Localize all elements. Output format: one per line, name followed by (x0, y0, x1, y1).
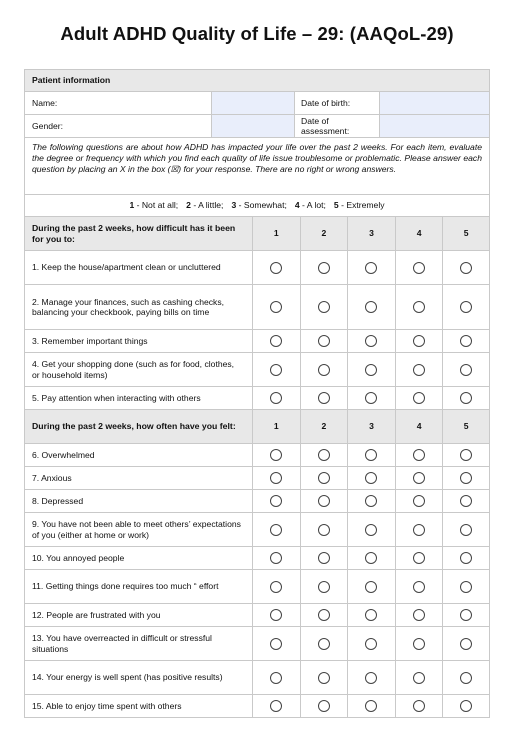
option-cell (442, 547, 490, 569)
option-cell (300, 444, 348, 466)
radio-option-4[interactable] (413, 638, 425, 650)
radio-option-5[interactable] (460, 301, 472, 313)
name-label: Name: (24, 92, 211, 114)
radio-option-4[interactable] (413, 262, 425, 274)
radio-option-4[interactable] (413, 449, 425, 461)
question-text: 8. Depressed (24, 490, 252, 512)
radio-option-2[interactable] (318, 392, 330, 404)
radio-option-5[interactable] (460, 495, 472, 507)
radio-option-5[interactable] (460, 552, 472, 564)
radio-option-4[interactable] (413, 364, 425, 376)
scale-legend-row (24, 195, 490, 217)
option-cell (300, 570, 348, 603)
question-text: 4. Get your shopping done (such as for food, clothes, or household items) (24, 353, 252, 386)
option-cell (442, 695, 490, 717)
scale-text: - Extremely (338, 200, 385, 211)
option-cell (252, 490, 300, 512)
option-cell (252, 467, 300, 489)
question-text: 3. Remember important things (24, 330, 252, 352)
page-title: Adult ADHD Quality of Life – 29: (AAQoL-29) (60, 23, 454, 44)
option-cell (395, 513, 443, 546)
option-cell (347, 353, 395, 386)
question-text: 14. Your energy is well spent (has positive results) (24, 661, 252, 694)
radio-option-1[interactable] (270, 364, 282, 376)
radio-option-3[interactable] (365, 495, 377, 507)
option-cell (347, 661, 395, 694)
patient-info-row-1 (24, 92, 490, 115)
option-cell (300, 604, 348, 626)
question-text: 10. You annoyed people (24, 547, 252, 569)
scale-item (129, 200, 178, 211)
option-label-5: 5 (442, 410, 490, 443)
option-cell (442, 490, 490, 512)
option-cell (395, 353, 443, 386)
radio-option-2[interactable] (318, 700, 330, 712)
option-cell (300, 387, 348, 409)
radio-option-3[interactable] (365, 638, 377, 650)
scale-text: - Not at all; (134, 200, 179, 211)
radio-option-4[interactable] (413, 552, 425, 564)
radio-option-2[interactable] (318, 449, 330, 461)
question-row (24, 604, 490, 627)
radio-option-1[interactable] (270, 472, 282, 484)
question-text: 7. Anxious (24, 467, 252, 489)
option-cell (300, 251, 348, 284)
patient-info-header-row (24, 70, 490, 92)
option-cell (347, 547, 395, 569)
option-label-2: 2 (300, 410, 348, 443)
radio-option-1[interactable] (270, 552, 282, 564)
date-of-birth-label: Date of birth: (294, 92, 379, 114)
question-row (24, 467, 490, 490)
question-text: 5. Pay attention when interacting with others (24, 387, 252, 409)
radio-option-3[interactable] (365, 672, 377, 684)
option-cell (300, 627, 348, 660)
option-cell (252, 444, 300, 466)
radio-option-2[interactable] (318, 524, 330, 536)
radio-option-2[interactable] (318, 262, 330, 274)
option-cell (347, 604, 395, 626)
option-cell (252, 285, 300, 329)
option-cell (347, 251, 395, 284)
radio-option-5[interactable] (460, 609, 472, 621)
radio-option-1[interactable] (270, 581, 282, 593)
scale-item (334, 200, 385, 211)
radio-option-4[interactable] (413, 581, 425, 593)
radio-option-2[interactable] (318, 609, 330, 621)
option-cell (442, 661, 490, 694)
scale-item (231, 200, 286, 211)
option-cell (442, 570, 490, 603)
questions-container (24, 217, 490, 718)
radio-option-2[interactable] (318, 472, 330, 484)
option-cell (252, 604, 300, 626)
option-cell (252, 627, 300, 660)
option-cell (442, 330, 490, 352)
patient-info-row-2 (24, 115, 490, 138)
radio-option-5[interactable] (460, 524, 472, 536)
option-cell (347, 513, 395, 546)
option-cell (252, 570, 300, 603)
option-cell (347, 695, 395, 717)
option-cell (395, 604, 443, 626)
option-cell (347, 387, 395, 409)
radio-option-4[interactable] (413, 609, 425, 621)
question-row (24, 251, 490, 285)
radio-option-1[interactable] (270, 449, 282, 461)
radio-option-3[interactable] (365, 364, 377, 376)
radio-option-5[interactable] (460, 472, 472, 484)
radio-option-3[interactable] (365, 392, 377, 404)
radio-option-5[interactable] (460, 700, 472, 712)
option-cell (252, 330, 300, 352)
radio-option-2[interactable] (318, 301, 330, 313)
option-cell (252, 547, 300, 569)
radio-option-4[interactable] (413, 472, 425, 484)
question-text: 12. People are frustrated with you (24, 604, 252, 626)
radio-option-5[interactable] (460, 672, 472, 684)
radio-option-1[interactable] (270, 638, 282, 650)
option-cell (347, 570, 395, 603)
question-row (24, 695, 490, 718)
option-cell (442, 251, 490, 284)
radio-option-1[interactable] (270, 495, 282, 507)
scale-number: 4 (294, 200, 300, 211)
scale-number: 2 (186, 200, 191, 211)
gender-field[interactable] (211, 115, 294, 137)
scale-item (186, 200, 223, 211)
radio-option-5[interactable] (460, 392, 472, 404)
option-cell (395, 330, 443, 352)
radio-option-3[interactable] (365, 524, 377, 536)
question-text: 13. You have overreacted in difficult or stressful situations (24, 627, 252, 660)
option-cell (395, 251, 443, 284)
scale-text: - A little; (190, 200, 224, 211)
radio-option-1[interactable] (270, 700, 282, 712)
option-cell (300, 330, 348, 352)
radio-option-4[interactable] (413, 335, 425, 347)
radio-option-2[interactable] (318, 552, 330, 564)
option-cell (395, 285, 443, 329)
question-row (24, 627, 490, 661)
radio-option-5[interactable] (460, 449, 472, 461)
scale-text: - A lot; (299, 200, 326, 211)
question-text: 11. Getting things done requires too much “ effort (24, 570, 252, 603)
section-header-row (24, 217, 490, 251)
option-cell (347, 330, 395, 352)
date-of-assessment-field[interactable] (379, 115, 490, 137)
radio-option-3[interactable] (365, 700, 377, 712)
option-cell (300, 513, 348, 546)
question-row (24, 547, 490, 570)
radio-option-3[interactable] (365, 472, 377, 484)
date-of-birth-field[interactable] (379, 92, 490, 114)
option-cell (347, 444, 395, 466)
option-cell (347, 490, 395, 512)
question-row (24, 387, 490, 410)
question-row (24, 661, 490, 695)
radio-option-3[interactable] (365, 449, 377, 461)
option-cell (252, 513, 300, 546)
radio-option-4[interactable] (413, 495, 425, 507)
radio-option-3[interactable] (365, 301, 377, 313)
radio-option-2[interactable] (318, 672, 330, 684)
radio-option-2[interactable] (318, 638, 330, 650)
option-cell (252, 387, 300, 409)
radio-option-2[interactable] (318, 495, 330, 507)
option-cell (395, 627, 443, 660)
radio-option-3[interactable] (365, 552, 377, 564)
radio-option-3[interactable] (365, 262, 377, 274)
option-cell (300, 661, 348, 694)
radio-option-3[interactable] (365, 335, 377, 347)
option-cell (347, 627, 395, 660)
option-label-4: 4 (395, 217, 443, 250)
questionnaire-form (24, 69, 490, 718)
scale-item (295, 200, 326, 211)
question-row (24, 490, 490, 513)
radio-option-5[interactable] (460, 364, 472, 376)
question-row (24, 353, 490, 387)
option-cell (442, 627, 490, 660)
section-heading: During the past 2 weeks, how often have you felt: (24, 410, 252, 443)
radio-option-5[interactable] (460, 581, 472, 593)
radio-option-4[interactable] (413, 392, 425, 404)
radio-option-1[interactable] (270, 392, 282, 404)
option-label-1: 1 (252, 217, 300, 250)
option-cell (395, 387, 443, 409)
section-heading: During the past 2 weeks, how difficult has it been for you to: (24, 217, 252, 250)
scale-legend (24, 195, 490, 216)
gender-label: Gender: (24, 115, 211, 137)
option-label-2: 2 (300, 217, 348, 250)
option-cell (347, 467, 395, 489)
radio-option-1[interactable] (270, 524, 282, 536)
section-header-row (24, 410, 490, 444)
question-text: 2. Manage your finances, such as cashing checks, balancing your checkbook, paying bills on time (24, 285, 252, 329)
scale-number: 5 (333, 200, 339, 211)
instructions-row (24, 138, 490, 195)
option-cell (442, 353, 490, 386)
option-cell (442, 467, 490, 489)
question-text: 15. Able to enjoy time spent with others (24, 695, 252, 717)
radio-option-2[interactable] (318, 581, 330, 593)
option-cell (442, 285, 490, 329)
option-cell (442, 513, 490, 546)
radio-option-1[interactable] (270, 672, 282, 684)
option-cell (395, 467, 443, 489)
patient-info-heading: Patient information (24, 70, 490, 91)
option-label-3: 3 (347, 217, 395, 250)
option-label-5: 5 (442, 217, 490, 250)
scale-number: 3 (231, 200, 237, 211)
option-cell (395, 547, 443, 569)
radio-option-5[interactable] (460, 262, 472, 274)
option-cell (252, 353, 300, 386)
radio-option-1[interactable] (270, 262, 282, 274)
option-cell (395, 490, 443, 512)
radio-option-5[interactable] (460, 638, 472, 650)
option-cell (252, 661, 300, 694)
option-cell (442, 604, 490, 626)
option-cell (395, 444, 443, 466)
question-text: 1. Keep the house/apartment clean or uncluttered (24, 251, 252, 284)
question-row (24, 513, 490, 547)
question-row (24, 330, 490, 353)
radio-option-5[interactable] (460, 335, 472, 347)
radio-option-4[interactable] (413, 672, 425, 684)
option-cell (300, 353, 348, 386)
question-text: 6. Overwhelmed (24, 444, 252, 466)
radio-option-3[interactable] (365, 609, 377, 621)
radio-option-4[interactable] (413, 524, 425, 536)
radio-option-4[interactable] (413, 700, 425, 712)
radio-option-3[interactable] (365, 581, 377, 593)
option-cell (395, 695, 443, 717)
option-cell (395, 661, 443, 694)
name-field[interactable] (211, 92, 294, 114)
question-text: 9. You have not been able to meet others’ expectations of you (either at home or work) (24, 513, 252, 546)
radio-option-1[interactable] (270, 335, 282, 347)
option-label-3: 3 (347, 410, 395, 443)
option-cell (300, 695, 348, 717)
scale-text: - Somewhat; (236, 200, 287, 211)
option-cell (300, 467, 348, 489)
instructions-text: The following questions are about how ADHD has impacted your life over the past 2 weeks. For each item, evaluate the degree or frequency with which you find each quality of life issue troublesome or problematic. Please answer each question by placing an X in the box (☒) for your response. There are no right or wrong answers. (24, 138, 490, 194)
option-cell (300, 490, 348, 512)
option-cell (347, 285, 395, 329)
radio-option-2[interactable] (318, 364, 330, 376)
scale-number: 1 (129, 200, 135, 211)
option-label-1: 1 (252, 410, 300, 443)
option-cell (395, 570, 443, 603)
option-cell (252, 251, 300, 284)
option-cell (252, 695, 300, 717)
option-cell (442, 387, 490, 409)
question-row (24, 285, 490, 330)
option-cell (300, 285, 348, 329)
option-cell (300, 547, 348, 569)
date-of-assessment-label: Date of assessment: (294, 115, 379, 137)
radio-option-4[interactable] (413, 301, 425, 313)
option-label-4: 4 (395, 410, 443, 443)
radio-option-2[interactable] (318, 335, 330, 347)
option-cell (442, 444, 490, 466)
question-row (24, 570, 490, 604)
question-row (24, 444, 490, 467)
radio-option-1[interactable] (270, 301, 282, 313)
radio-option-1[interactable] (270, 609, 282, 621)
